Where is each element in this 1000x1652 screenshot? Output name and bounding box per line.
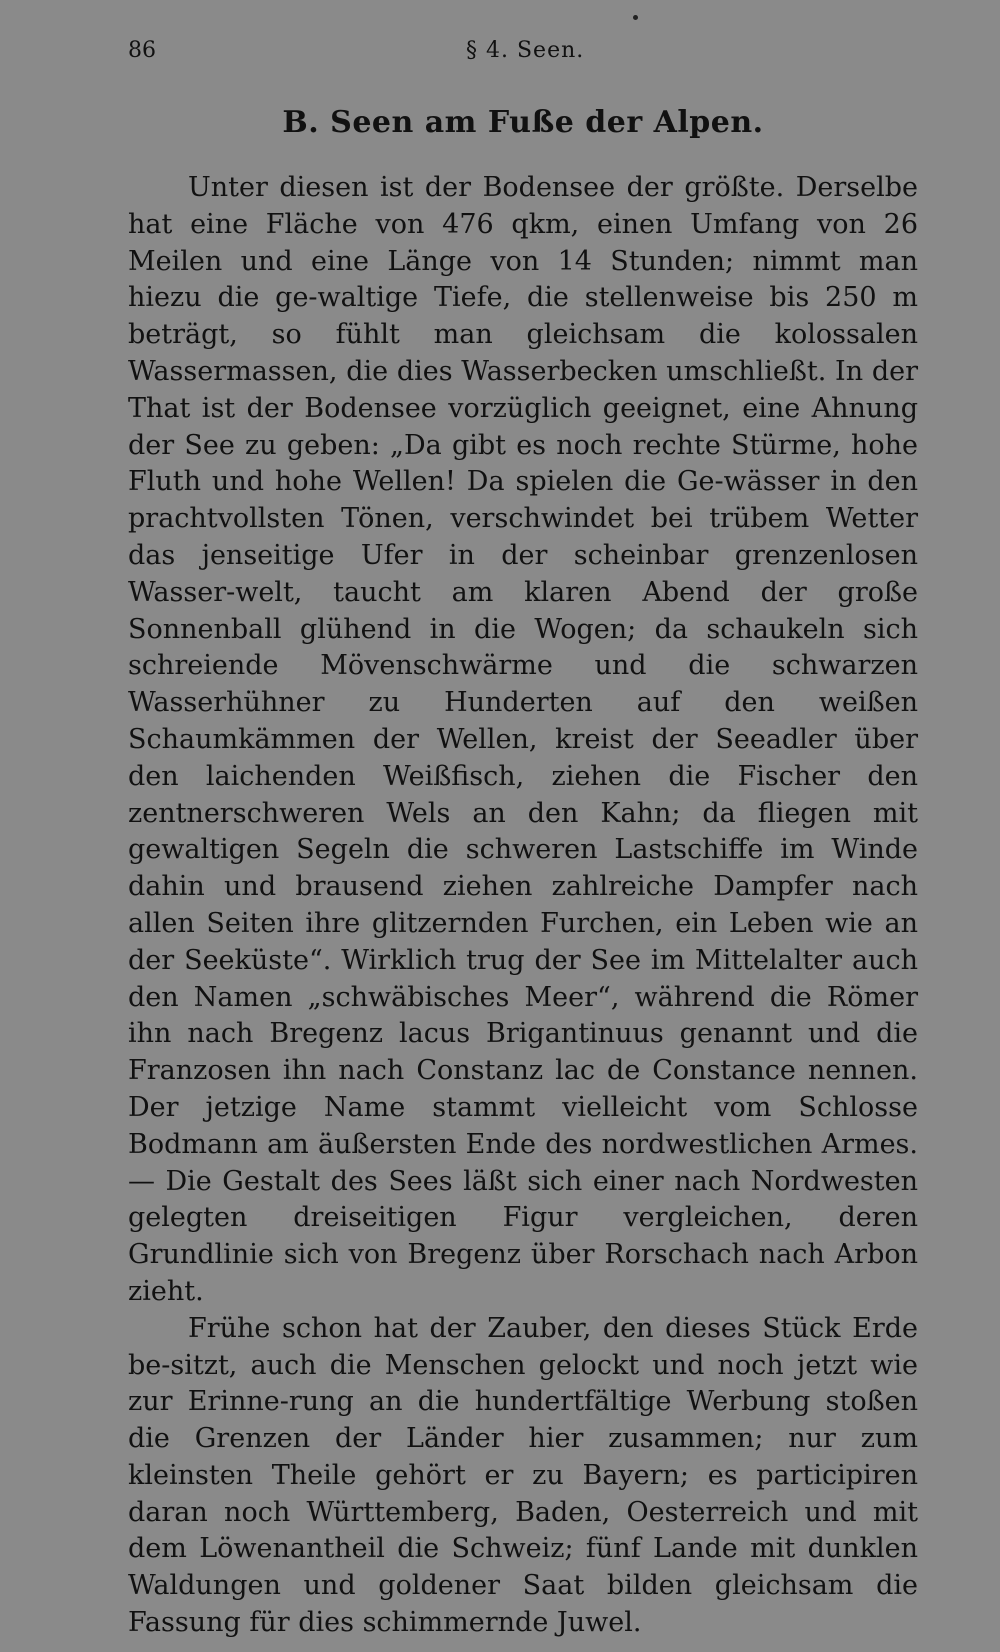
section-title: B. Seen am Fuße der Alpen. (282, 105, 764, 140)
page-header (128, 36, 918, 66)
print-speck (633, 15, 638, 20)
page-number: 86 (128, 38, 156, 63)
paragraph-borders: Frühe schon hat der Zauber, den dieses Stück Erde be-sitzt, auch die Menschen gelockt und noch jetzt wie zur Erinne-rung an die hundertfältige Werbung stoßen die Grenzen der Länder hier zusammen; nur zum kleinsten Theile gehört er zu Bayern; es participiren daran noch Württemberg, Baden, Oesterreich und mit dem Löwenantheil die Schweiz; fünf Lande mit dunklen Waldungen und goldener Saat bilden gleichsam die Fassung für dies schimmernde Juwel. (128, 1312, 918, 1639)
body-text (128, 170, 918, 1642)
paragraph-bodensee: Unter diesen ist der Bodensee der größte. Derselbe hat eine Fläche von 476 qkm, einen Umfang von 26 Meilen und eine Länge von 14 Stunden; nimmt man hiezu die ge-waltige Tiefe, die stellenweise bis 250 m beträgt, so fühlt man gleichsam die kolossalen Wassermassen, die dies Wasserbecken umschließt. In der That ist der Bodensee vorzüglich geeignet, eine Ahnung der See zu geben: „Da gibt es noch rechte Stürme, hohe Fluth und hohe Wellen! Da spielen die Ge-wässer in den prachtvollsten Tönen, verschwindet bei trübem Wetter das jenseitige Ufer in der scheinbar grenzenlosen Wasser-welt, taucht am klaren Abend der große Sonnenball glühend in die Wogen; da schaukeln sich schreiende Mövenschwärme und die schwarzen Wasserhühner zu Hunderten auf den weißen Schaumkämmen der Wellen, kreist der Seeadler über den laichenden Weißfisch, ziehen die Fischer den zentnerschweren Wels an den Kahn; da fliegen mit gewaltigen Segeln die schweren Lastschiffe im Winde dahin und brausend ziehen zahlreiche Dampfer nach allen Seiten ihre glitzernden Furchen, ein Leben wie an der Seeküste“. Wirklich trug der See im Mittelalter auch den Namen „schwäbisches Meer“, während die Römer ihn nach Bregenz lacus Brigantinuus genannt und die Franzosen ihn nach Constanz lac de Constance nennen. Der jetzige Name stammt vielleicht vom Schlosse Bodmann am äußersten Ende des nordwestlichen Armes. — Die Gestalt des Sees läßt sich einer nach Nordwesten gelegten dreiseitigen Figur vergleichen, deren Grundlinie sich von Bregenz über Rorschach nach Arbon zieht. (128, 172, 918, 1307)
running-head: § 4. Seen. (466, 38, 585, 63)
